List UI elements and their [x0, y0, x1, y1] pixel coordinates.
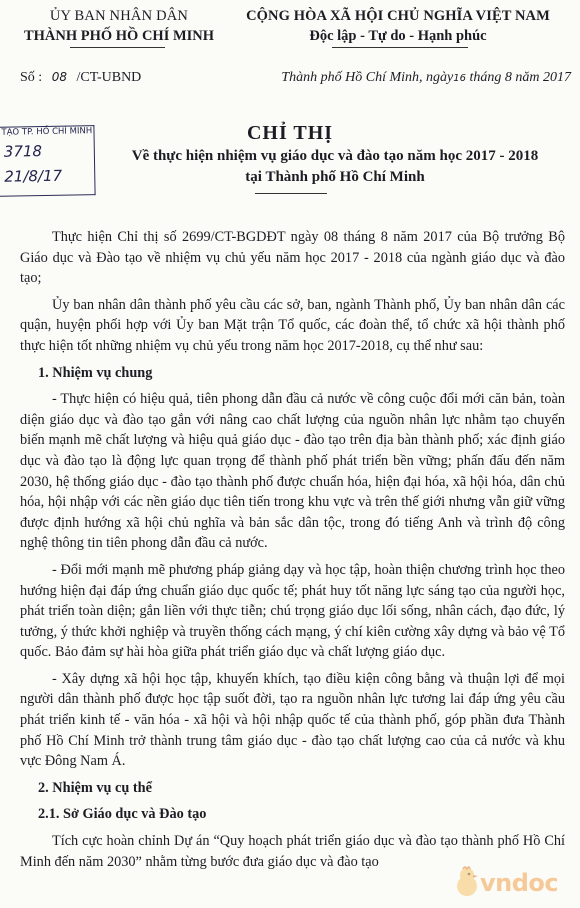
subsection-heading-department: 2.1. Sở Giáo dục và Đào tạo	[38, 806, 207, 823]
document-body	[20, 227, 565, 878]
paragraph-general-3: - Xây dựng xã hội học tập, khuyến khích, tạo điều kiện công bằng và thuận lợi để mọi người dân thành phố được học tập suốt đời, tạo ra nguồn nhân lực tương lai đáp ứng yêu cầu phát triển kinh tế - văn hóa - xã hội và hội nhập quốc tế của thành phố, góp phần đưa Thành phố Hồ Chí Minh trở thành trung tâm giáo dục - đào tạo chất lượng cao của cả nước và khu vực Đông Nam Á.	[20, 670, 565, 770]
paragraph-request: Ủy ban nhân dân thành phố yêu cầu các sở, ban, ngành Thành phố, Ủy ban nhân dân các quận, huyện phối hợp với Ủy ban Mặt trận Tổ quốc, các đoàn thể, tổ chức xã hội thành phố thực hiện tốt những nhiệm vụ chủ yếu trong năm học 2017-2018, cụ thể như sau:	[20, 296, 565, 354]
authority-line-2: THÀNH PHỐ HỒ CHÍ MINH	[23, 28, 215, 44]
watermark-text: vndoc	[480, 869, 559, 897]
paragraph-general-2: - Đổi mới mạnh mẽ phương pháp giảng dạy và học tập, hoàn thiện chương trình học theo hướng hiện đại đáp ứng chuẩn giáo dục quốc tế; phát huy tốt năng lực sáng tạo của người học, phát triển toàn diện; gắn liền với thực tiễn; chú trọng giáo dục lối sống, nhân cách, đạo đức, lý tưởng, ý thức khởi nghiệp và truyền thống cách mạng, ý chí kiên cường xây dựng và bảo vệ Tổ quốc. Bảo đảm sự hài hòa giữa phát triển giáo dục và chất lượng giáo dục.	[20, 561, 565, 661]
section-heading-specific: 2. Nhiệm vụ cụ thể	[38, 779, 152, 796]
document-title: CHỈ THỊ	[246, 122, 334, 144]
subtitle-line-2: tại Thành phố Hồ Chí Minh	[245, 169, 425, 185]
paragraph-department-1: Tích cực hoàn chỉnh Dự án “Quy hoạch phát triển giáo dục và đào tạo thành phố Hồ Chí Minh đến năm 2030” nhằm từng bước đưa giáo dục và đào tạo	[20, 833, 565, 870]
authority-line-1: ỦY BAN NHÂN DÂN	[49, 8, 189, 24]
place-date-prefix: Thành phố Hồ Chí Minh, ngày	[281, 70, 454, 85]
chick-icon	[454, 866, 480, 898]
authority-underline	[70, 47, 165, 48]
paragraph-preamble: Thực hiện Chỉ thị số 2699/CT-BGDĐT ngày 08 tháng 8 năm 2017 của Bộ trưởng Bộ Giáo dục và Đào tạo về nhiệm vụ chủ yếu năm học 2017 - 2018 của ngành giáo dục và đào tạo;	[20, 229, 565, 287]
place-date-day: 16	[453, 73, 466, 84]
stamp-date: 21/8/17	[4, 166, 63, 186]
motto-underline	[332, 47, 468, 48]
subtitle-underline	[255, 193, 327, 194]
document-number	[20, 70, 141, 86]
doc-number-code: /CT-UBND	[76, 70, 142, 85]
section-heading-general: 1. Nhiệm vụ chung	[38, 364, 153, 381]
place-and-date	[226, 70, 571, 86]
stamp-org: TẠO TP. HỒ CHÍ MINH	[1, 126, 93, 138]
doc-number-label: Số :	[20, 70, 43, 85]
motto-line: Độc lập - Tự do - Hạnh phúc	[309, 28, 487, 44]
place-date-suffix: tháng 8 năm 2017	[469, 70, 571, 85]
watermark-logo	[454, 864, 574, 904]
paragraph-general-1: - Thực hiện có hiệu quả, tiên phong dẫn đầu cả nước về công cuộc đổi mới căn bản, toàn diện giáo dục và đào tạo gắn với nâng cao chất lượng của nguồn nhân lực nhằm tạo chuyển biến mạnh mẽ chất lượng và hiệu quả giáo dục - đào tạo trên địa bàn thành phố; xác định giáo dục và đào tạo là động lực quan trọng để thành phố phát triển bền vững; phấn đấu đến năm 2030, hệ thống giáo dục - đào tạo thành phố được chuẩn hóa, hiện đại hóa, xã hội hóa, dân chủ hóa, hội nhập với các nền giáo dục tiên tiến trong khu vực và trên thế giới nhưng vẫn giữ vững được định hướng xã hội chủ nghĩa và bản sắc dân tộc, trong đó tiếng Anh và trình độ công nghệ thông tin tiên phong dẫn đầu cả nước.	[20, 391, 565, 552]
document-subtitle	[92, 146, 578, 188]
national-motto	[218, 6, 578, 46]
issuing-authority	[14, 6, 224, 46]
subtitle-line-1: Về thực hiện nhiệm vụ giáo dục và đào tạo năm học 2017 - 2018	[131, 148, 539, 164]
country-name: CỘNG HÒA XÃ HỘI CHỦ NGHĨA VIỆT NAM	[246, 8, 550, 24]
doc-number-handwritten: 08	[51, 70, 67, 84]
stamp-number: 3718	[3, 142, 43, 161]
